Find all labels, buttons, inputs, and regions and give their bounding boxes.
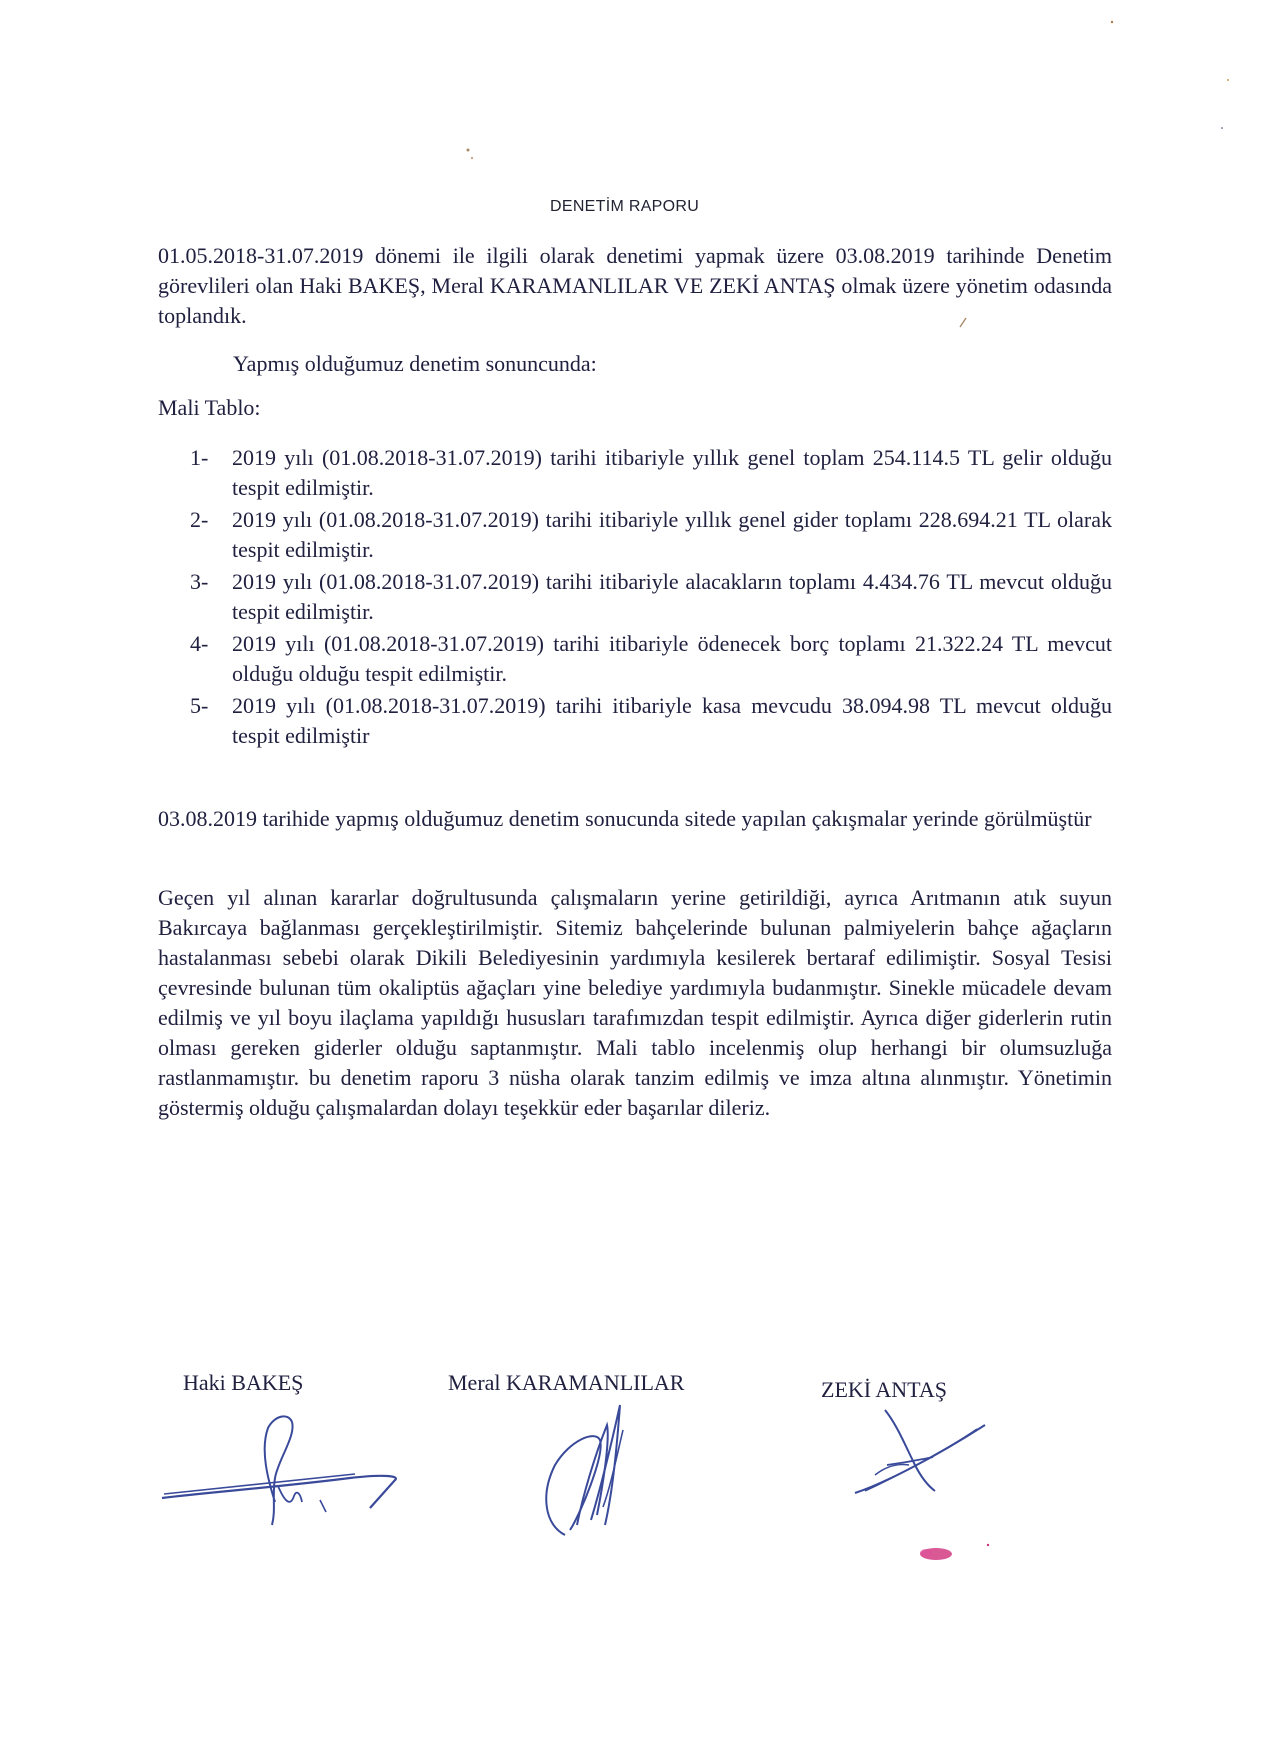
- list-item-number: 1-: [190, 445, 209, 470]
- signatory-name-3: ZEKİ ANTAŞ: [821, 1377, 947, 1402]
- list-item-number: 5-: [190, 693, 209, 718]
- signatory-name-2: Meral KARAMANLILAR: [448, 1370, 685, 1395]
- financial-table-heading: Mali Tablo:: [158, 395, 261, 420]
- list-item-number: 4-: [190, 631, 209, 656]
- list-item-text: 2019 yılı (01.08.2018-31.07.2019) tarihi itibariyle ödenecek borç toplamı 21.322.24 TL mevcut olduğu olduğu tespit edilmiştir.: [232, 631, 1112, 686]
- intro-line-2: Yapmış olduğumuz denetim sonuncunda:: [233, 351, 597, 376]
- intro-paragraph: 01.05.2018-31.07.2019 dönemi ile ilgili olarak denetimi yapmak üzere 03.08.2019 tarihinde Denetim görevlileri olan Haki BAKEŞ, Meral KARAMANLILAR VE ZEKİ ANTAŞ olmak üzere yönetim odasında toplandık.: [158, 243, 1112, 328]
- list-item-text: 2019 yılı (01.08.2018-31.07.2019) tarihi itibariyle kasa mevcudu 38.094.98 TL mevcut olduğu tespit edilmiştir: [232, 693, 1112, 748]
- list-item-number: 2-: [190, 507, 209, 532]
- document-title: DENETİM RAPORU: [550, 198, 700, 215]
- list-item-text: 2019 yılı (01.08.2018-31.07.2019) tarihi itibariyle alacakların toplamı 4.434.76 TL mevcut olduğu tespit edilmiştir.: [232, 569, 1112, 624]
- signatory-name-1: Haki BAKEŞ: [183, 1370, 304, 1395]
- list-item-text: 2019 yılı (01.08.2018-31.07.2019) tarihi itibariyle yıllık genel toplam 254.114.5 TL gelir olduğu tespit edilmiştir.: [232, 445, 1112, 500]
- list-item-text: 2019 yılı (01.08.2018-31.07.2019) tarihi itibariyle yıllık genel gider toplamı 228.694.21 TL olarak tespit edilmiştir.: [232, 507, 1112, 562]
- body-paragraph: Geçen yıl alınan kararlar doğrultusunda çalışmaların yerine getirildiği, ayrıca Arıtmanın atık suyun Bakırcaya bağlanması gerçekleştirilmiştir. Sitemiz bahçelerinde bulunan palmiyelerin bahçe ağaçların hastalanması sebebi olarak Dikili Belediyesinin yardımıyla kesilerek bertaraf edilimiştir. Sosyal Tesisi çevresinde bulunan tüm okaliptüs ağaçları yine belediye yardımıyla budanmıştır. Sinekle mücadele devam edilmiş ve yıl boyu ilaçlama yapıldığı hususları tarafımızdan tespit edilmiştir. Ayrıca diğer giderlerin rutin olması gereken giderler olduğu saptanmıştır. Mali tablo incelenmiş olup herhangi bir olumsuzluğa rastlanmamıştır. bu denetim raporu 3 nüsha olarak tanzim edilmiş ve imza altına alınmıştır. Yönetimin göstermiş olduğu çalışmalardan dolayı teşekkür eder başarılar dileriz.: [158, 885, 1112, 1120]
- list-item-number: 3-: [190, 569, 209, 594]
- result-paragraph: 03.08.2019 tarihide yapmış olduğumuz denetim sonucunda sitede yapılan çakışmalar yerinde görülmüştür: [158, 806, 1092, 831]
